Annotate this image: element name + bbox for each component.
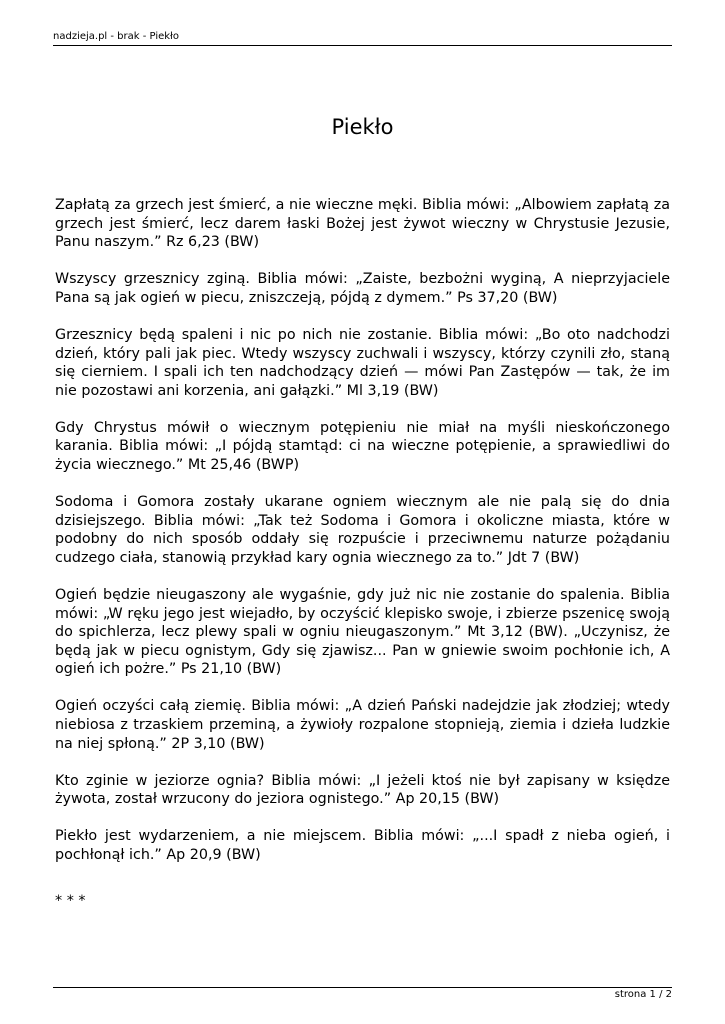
paragraph: Kto zginie w jeziorze ognia? Biblia mówi: „I jeżeli ktoś nie był zapisany w księdze żywota, został wrzucony do jeziora ognistego.” Ap 20,15 (BW) [55, 772, 670, 808]
paragraph: Zapłatą za grzech jest śmierć, a nie wieczne męki. Biblia mówi: „Albowiem zapłatą za grzech jest śmierć, lecz darem łaski Bożej jest żywot wieczny w Chrystusie Jezusie, Panu naszym.” Rz 6,23 (BW) [55, 197, 670, 251]
paragraph: Sodoma i Gomora zostały ukarane ogniem wiecznym ale nie palą się do dnia dzisiejszego. Biblia mówi: „Tak też Sodoma i Gomora i okoliczne miasta, które w podobny do nich sposób oddały się rozpuście i przeciwnemu naturze pożądaniu cudzego ciała, stanowią przykład kary ognia wiecznego za to.” Jdt 7 (BW) [55, 494, 670, 566]
paragraph: Grzesznicy będą spaleni i nic po nich nie zostanie. Biblia mówi: „Bo oto nadchodzi dzień, który pali jak piec. Wtedy wszyscy zuchwali i wszyscy, którzy czynili zło, staną się cierniem. I spali ich ten nadchodzący dzień — mówi Pan Zastępów — tak, że im nie pozostawi ani korzenia, ani gałązki.” Ml 3,19 (BW) [55, 326, 670, 399]
page-header: nadzieja.pl - brak - Piekło [53, 31, 180, 42]
page-title: Piekło [331, 115, 394, 139]
page-number: strona 1 / 2 [614, 989, 672, 1000]
paragraph: Ogień będzie nieugaszony ale wygaśnie, gdy już nic nie zostanie do spalenia. Biblia mówi: „W ręku jego jest wiejadło, by oczyścić klepisko swoje, i zbierze pszenicę swoją do spichlerza, lecz plewy spali w ogniu nieugaszonym.” Mt 3,12 (BW). „Uczynisz, że będą jak w piecu ognistym, Gdy się zjawisz... Pan w gniewie swoim pochłonie ich, A ogień ich pożre.” Ps 21,10 (BW) [55, 587, 670, 678]
paragraph: Ogień oczyści całą ziemię. Biblia mówi: „A dzień Pański nadejdzie jak złodziej; wtedy niebiosa z trzaskiem przeminą, a żywioły rozpalone stopnieją, ziemia i dzieła ludzkie na niej spłoną.” 2P 3,10 (BW) [55, 698, 670, 752]
paragraph: Gdy Chrystus mówił o wiecznym potępieniu nie miał na myśli nieskończonego karania. Biblia mówi: „I pójdą stamtąd: ci na wieczne potępienie, a sprawiedliwi do życia wiecznego.” Mt 25,46 (BWP) [55, 419, 670, 474]
header-divider [53, 45, 672, 46]
section-separator: * * * [55, 893, 86, 909]
article-body [55, 196, 670, 883]
paragraph: Piekło jest wydarzeniem, a nie miejscem. Biblia mówi: „...I spadł z nieba ogień, i pochłonął ich.” Ap 20,9 (BW) [55, 828, 670, 864]
paragraph: Wszyscy grzesznicy zginą. Biblia mówi: „Zaiste, bezbożni wyginą, A nieprzyjaciele Pana są jak ogień w piecu, zniszczeją, pójdą z dymem.” Ps 37,20 (BW) [55, 271, 670, 306]
